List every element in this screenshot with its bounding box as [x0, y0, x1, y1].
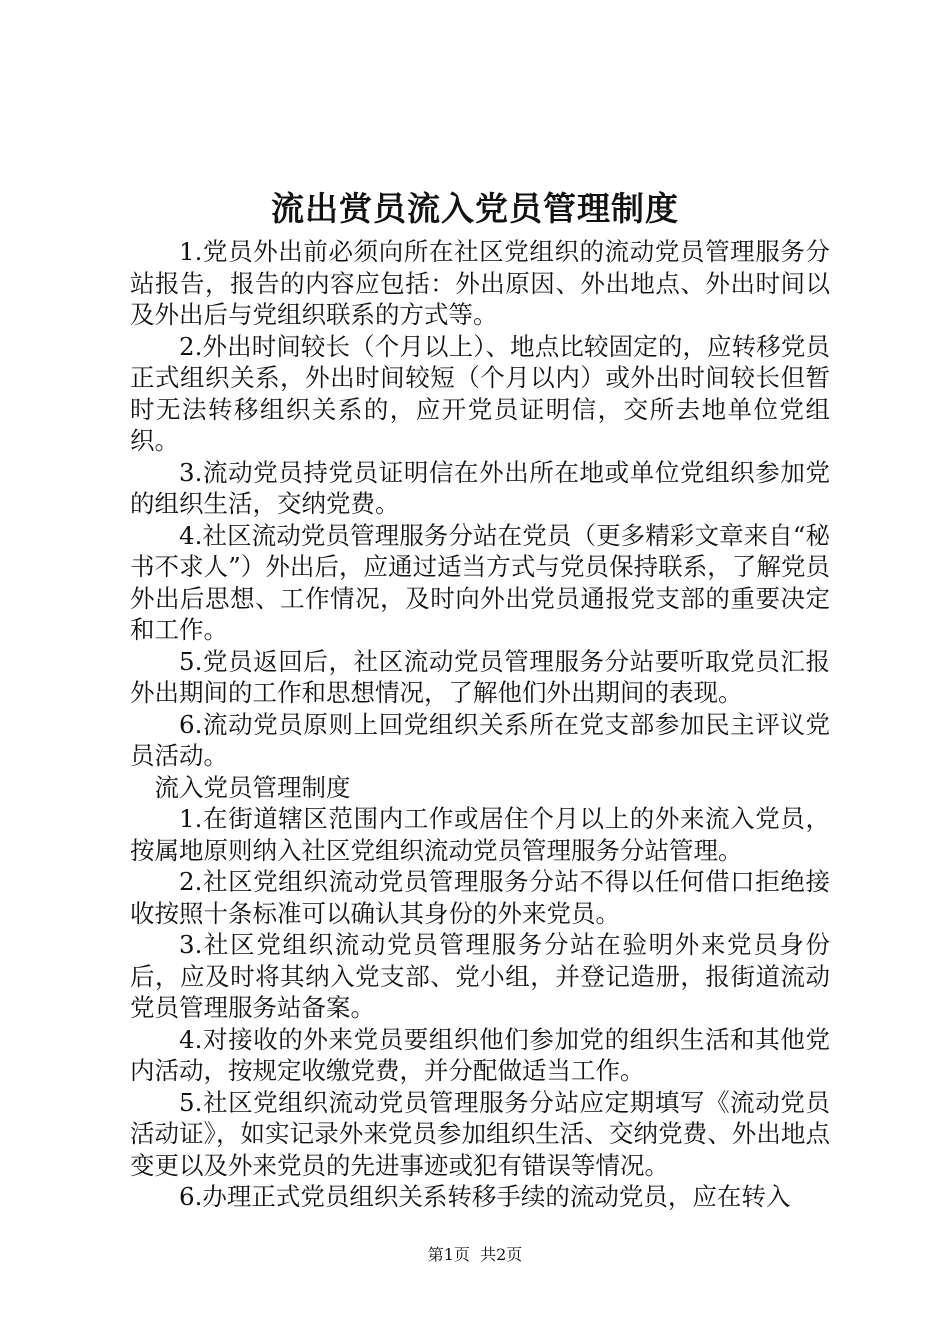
inflow-item-4: 4.对接收的外来党员要组织他们参加党的组织生活和其他党内活动，按规定收缴党费，并分配做适当工作。 [130, 1024, 830, 1085]
footer-spacer [470, 1245, 480, 1264]
outflow-item-2: 2.外出时间较长（个月以上）、地点比较固定的，应转移党员正式组织关系，外出时间较短（个月以内）或外出时间较长但暂时无法转移组织关系的，应开党员证明信，交所去地单位党组织。 [130, 331, 830, 455]
total-pages: 共2页 [480, 1245, 523, 1264]
outflow-item-6: 6.流动党员原则上回党组织关系所在党支部参加民主评议党员活动。 [130, 709, 830, 770]
inflow-item-3: 3.社区党组织流动党员管理服务分站在验明外来党员身份后，应及时将其纳入党支部、党小组，并登记造册，报街道流动党员管理服务站备案。 [130, 930, 830, 1022]
page-number: 第1页 [427, 1245, 470, 1264]
document-body [130, 236, 830, 1213]
inflow-item-5: 5.社区党组织流动党员管理服务分站应定期填写《流动党员活动证》，如实记录外来党员参加组织生活、交纳党费、外出地点变更以及外来党员的先进事迹或犯有错误等情况。 [130, 1087, 830, 1180]
outflow-item-4: 4.社区流动党员管理服务分站在党员（更多精彩文章来自“秘书不求人”）外出后，应通过适当方式与党员保持联系，了解党员外出后思想、工作情况，及时向外出党员通报党支部的重要决定和工作。 [130, 520, 830, 644]
page-footer [0, 1244, 950, 1266]
inflow-section-heading: 流入党员管理制度 [154, 772, 351, 802]
outflow-item-5: 5.党员返回后，社区流动党员管理服务分站要听取党员汇报外出期间的工作和思想情况，了解他们外出期间的表现。 [130, 646, 830, 707]
inflow-item-1: 1.在街道辖区范围内工作或居住个月以上的外来流入党员，按属地原则纳入社区党组织流动党员管理服务分站管理。 [130, 804, 830, 865]
outflow-item-3: 3.流动党员持党员证明信在外出所在地或单位党组织参加党的组织生活，交纳党费。 [130, 457, 830, 518]
inflow-item-2: 2.社区党组织流动党员管理服务分站不得以任何借口拒绝接收按照十条标准可以确认其身份的外来党员。 [130, 867, 830, 928]
outflow-item-1: 1.党员外出前必须向所在社区党组织的流动党员管理服务分站报告，报告的内容应包括：外出原因、外出地点、外出时间以及外出后与党组织联系的方式等。 [130, 237, 830, 329]
document-title: 流出赏员流入党员管理制度 [271, 189, 679, 228]
inflow-item-6: 6.办理正式党员组织关系转移手续的流动党员，应在转入 [179, 1182, 791, 1211]
